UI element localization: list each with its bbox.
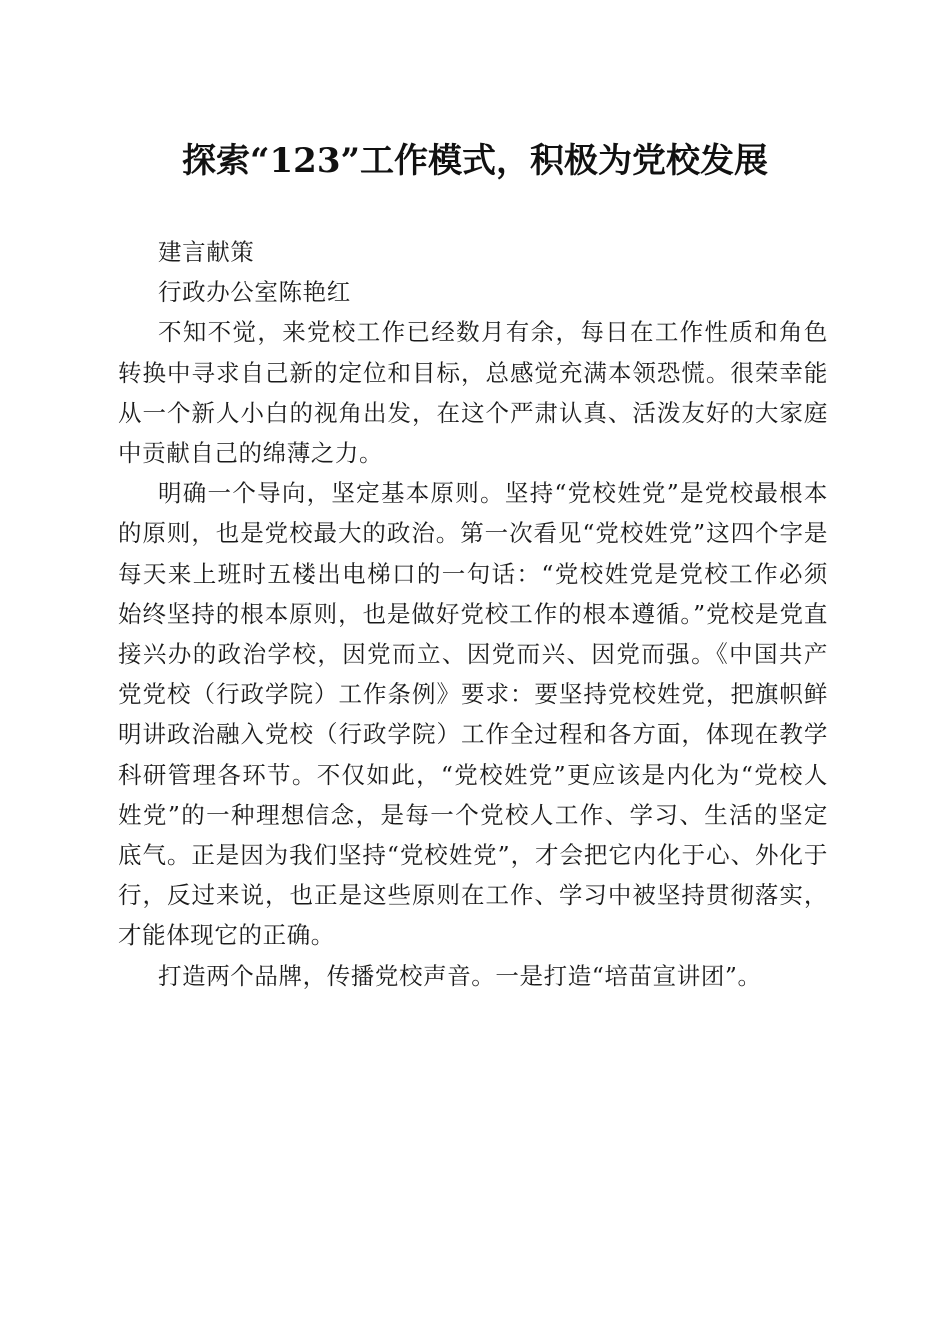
document-subtitle: 建言献策 bbox=[158, 238, 255, 266]
author-line: 行政办公室陈艳红 bbox=[158, 278, 351, 307]
paragraph-intro: 不知不觉，来党校工作已经数月有余，每日在工作性质和角色转换中寻求自己新的定位和目标，总感觉充满本领恐慌。很荣幸能从一个新人小白的视角出发，在这个严肃认真、活泼友好的大家庭中贡献自己的绵薄之力。 bbox=[118, 318, 828, 468]
paragraph-brands: 打造两个品牌，传播党校声音。一是打造“培苗宣讲团”。 bbox=[158, 961, 762, 990]
document-body bbox=[118, 232, 828, 996]
document-title: 探索“123”工作模式，积极为党校发展 bbox=[181, 141, 769, 181]
paragraph-principle: 明确一个导向，坚定基本原则。坚持“党校姓党”是党校最根本的原则，也是党校最大的政治。第一次看见“党校姓党”这四个字是每天来上班时五楼出电梯口的一句话：“党校姓党是党校工作必须始终坚持的根本原则，也是做好党校工作的根本遵循。”党校是党直接兴办的政治学校，因党而立、因党而兴、因党而强。《中国共产党党校（行政学院）工作条例》要求：要坚持党校姓党，把旗帜鲜明讲政治融入党校（行政学院）工作全过程和各方面，体现在教学科研管理各环节。不仅如此，“党校姓党”更应该是内化为“党校人姓党”的一种理想信念，是每一个党校人工作、学习、生活的坚定底气。正是因为我们坚持“党校姓党”，才会把它内化于心、外化于行，反过来说，也正是这些原则在工作、学习中被坚持贯彻落实，才能体现它的正确。 bbox=[118, 479, 828, 950]
